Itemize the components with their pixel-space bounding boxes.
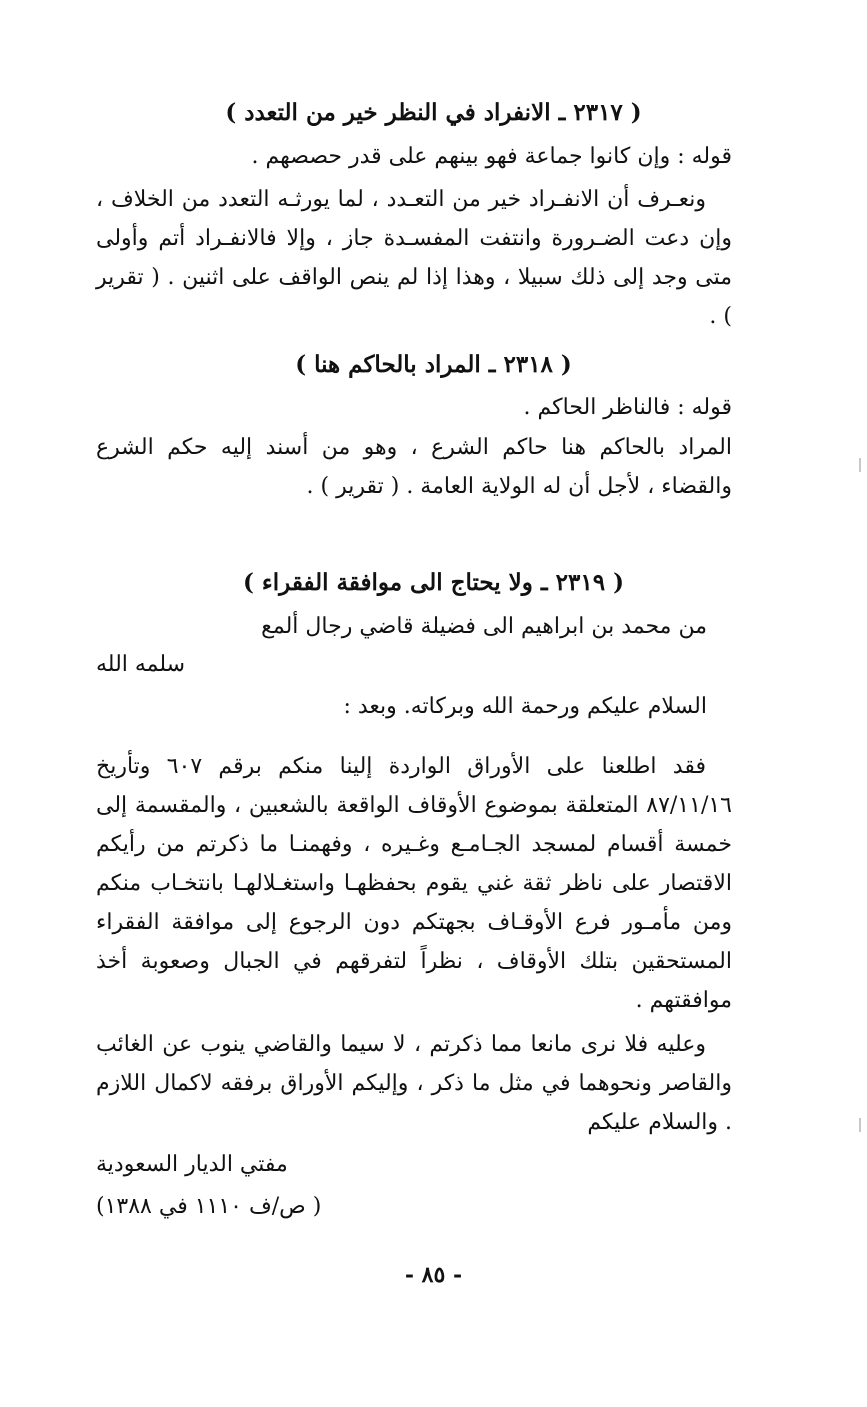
letter-blessing: سلمه الله xyxy=(96,652,186,677)
page-number: - ٨٥ - xyxy=(404,1262,463,1288)
quote-line-2317: قوله : وإن كانوا جماعة فهو بينهم على قدر حصصهم . xyxy=(251,144,732,169)
letter-body-paragraph-1: فقد اطلعنا على الأوراق الواردة إلينا منكم برقم ٦٠٧ وتأريخ ٨٧/١١/١٦ المتعلقة بموضوع الأوقاف الواقعة بالشعبين ، والمقسمة إلى خمسة أقسام لمسجد الجـامـع وغـيره ، وفهمنـا ما ذكرتم من رأيكم الاقتصار على ناظر ثقة غني يقوم بحفظهـا واستغـلالهـا بانتخـاب منكم ومن مأمـور فرع الأوقـاف بجهتكم دون الرجوع إلى موافقة الفقراء المستحقين بتلك الأوقاف ، نظراً لتفرقهم في الجبال وصعوبة أخذ موافقتهم . xyxy=(96,754,732,1013)
letter-greeting: السلام عليكم ورحمة الله وبركاته. وبعد : xyxy=(343,694,707,719)
letter-reference: ( ص/ف ١١١٠ في ١٣٨٨) xyxy=(96,1194,322,1219)
body-paragraph-2318: المراد بالحاكم هنا حاكم الشرع ، وهو من أسند إليه حكم الشرع والقضاء ، لأجل أن له الولاية العامة . ( تقرير ) . xyxy=(96,435,732,499)
section-heading-2318: ( ٢٣١٨ ـ المراد بالحاكم هنا ) xyxy=(295,351,572,378)
scan-edge-mark xyxy=(859,458,861,472)
letter-signature: مفتي الديار السعودية xyxy=(96,1152,288,1177)
letter-body-paragraph-2: وعليه فلا نرى مانعا مما ذكرتم ، لا سيما والقاضي ينوب عن الغائب والقاصر ونحوهما في مثل ما ذكر ، وإليكم الأوراق برفقه لاكمال اللازم . والسلام عليكم xyxy=(96,1032,732,1135)
quote-line-2318: قوله : فالناظر الحاكم . xyxy=(523,395,732,420)
section-heading-2319: ( ٢٣١٩ ـ ولا يحتاج الى موافقة الفقراء ) xyxy=(243,569,624,596)
letter-from-line: من محمد بن ابراهيم الى فضيلة قاضي رجال ألمع xyxy=(261,614,707,639)
scan-edge-mark xyxy=(859,1118,861,1132)
section-heading-2317: ( ٢٣١٧ ـ الانفراد في النظر خير من التعدد ) xyxy=(225,99,642,126)
body-paragraph-2317: ونعـرف أن الانفـراد خير من التعـدد ، لما يورثـه التعدد من الخلاف ، وإن دعت الضـرورة وانتفت المفسـدة جاز ، وإلا فالانفـراد أتم وأولى متى وجد إلى ذلك سبيلا ، وهذا إذا لم ينص الواقف على اثنين . ( تقرير ) . xyxy=(96,187,732,329)
